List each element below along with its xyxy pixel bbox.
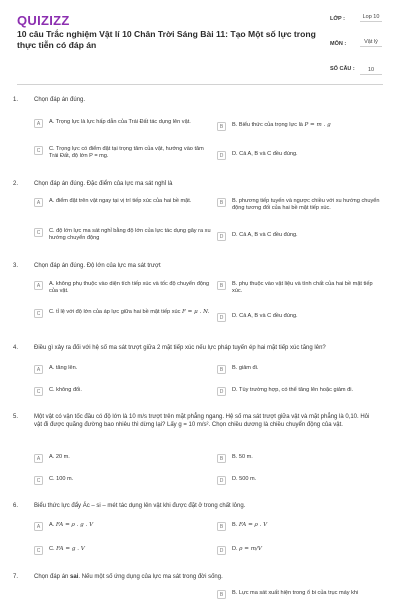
question-number: 1. xyxy=(13,97,19,103)
option-c[interactable] xyxy=(34,146,214,161)
question-text: Một vật có vận tốc đầu có độ lớn là 10 m/s trượt trên mặt phẳng ngang. Hệ số ma sát trượt giữa vật và mặt phẳng là 0,10. Hỏi vật đi được quãng đường bao nhiêu thì dừng lại? Lấy g = 10 m/s². Chọn chiều dương là chiều chuyển động của vật. xyxy=(34,414,370,428)
question-number: 5. xyxy=(13,414,19,420)
question-number: 3. xyxy=(13,263,19,269)
option-text: C. xyxy=(49,546,55,552)
option-letter-d: D xyxy=(217,387,226,396)
option-c[interactable] xyxy=(34,546,214,555)
option-text: A. tăng lên. xyxy=(49,365,78,371)
option-text: A. không phụ thuộc vào diện tích tiếp xúc và tốc độ chuyển động của vật. xyxy=(49,281,210,295)
option-d[interactable] xyxy=(217,313,382,322)
option-text: C. độ lớn lực ma sát nghỉ bằng độ lớn của lực tác dụng gây ra xu hướng chuyển động xyxy=(49,228,211,242)
option-letter-d: D xyxy=(217,232,226,241)
question-text: Điều gì xảy ra đối với hệ số ma sát trượt giữa 2 mặt tiếp xúc nếu lực pháp tuyến ép hai mặt tiếp xúc tăng lên? xyxy=(34,345,326,351)
option-b[interactable] xyxy=(217,365,382,374)
option-a[interactable] xyxy=(34,522,214,531)
question-number: 7. xyxy=(13,574,19,580)
option-a[interactable] xyxy=(34,198,214,207)
option-b[interactable] xyxy=(217,198,387,213)
option-text: B. Lực ma sát xuất hiện trong ổ bi của trục máy khi xyxy=(232,590,359,596)
meta-class-value: Lop 10 xyxy=(360,13,382,22)
option-letter-b: B xyxy=(217,122,226,131)
option-letter-d: D xyxy=(217,546,226,555)
option-b[interactable] xyxy=(217,454,382,463)
option-text: D. Cả A, B và C đều đúng. xyxy=(232,232,298,238)
option-letter-b: B xyxy=(217,281,226,290)
option-text: C. tỉ lệ với độ lớn của áp lực giữa hai bề mặt tiếp xúc xyxy=(49,309,181,315)
option-letter-c: C xyxy=(34,546,43,555)
archimedes-formula: FA = ρ . V xyxy=(238,522,268,528)
meta-count-label: SỐ CÂU : xyxy=(330,66,355,72)
question-number: 2. xyxy=(13,181,19,187)
question-number: 6. xyxy=(13,503,19,509)
option-text: A. 20 m. xyxy=(49,454,70,460)
option-d[interactable] xyxy=(217,387,387,396)
option-text: B. Biểu thức của trọng lực là xyxy=(232,122,303,128)
quizizz-logo: QUIZIZZ xyxy=(17,13,70,28)
option-letter-d: D xyxy=(217,313,226,322)
question-number: 4. xyxy=(13,345,19,351)
option-text: D. Cả A, B và C đều đúng. xyxy=(232,313,298,319)
option-b[interactable] xyxy=(217,522,382,531)
option-letter-d: D xyxy=(217,151,226,160)
question-text: . Nếu một số ứng dụng của lực ma sát trong đời sống. xyxy=(78,574,223,580)
meta-class-label: LỚP : xyxy=(330,16,345,22)
option-text: A. Trọng lực là lực hấp dẫn của Trái Đất tác dụng lên vật. xyxy=(49,119,191,125)
option-d[interactable] xyxy=(217,546,382,555)
archimedes-formula: FA = g . V xyxy=(56,546,85,552)
option-letter-a: A xyxy=(34,522,43,531)
option-letter-a: A xyxy=(34,119,43,128)
worksheet-header xyxy=(0,0,400,82)
option-c[interactable] xyxy=(34,228,214,243)
question-text: Biểu thức lực đẩy Ác – si – mét tác dụng lên vật khi được đặt ở trong chất lỏng. xyxy=(34,503,246,509)
option-letter-a: A xyxy=(34,365,43,374)
option-text: B. 50 m. xyxy=(232,454,253,460)
archimedes-formula: FA = ρ . g . V xyxy=(55,522,94,528)
gravity-formula: P = m . g xyxy=(304,122,331,128)
option-c[interactable] xyxy=(34,309,214,318)
option-letter-a: A xyxy=(34,454,43,463)
option-text: B. xyxy=(232,522,238,528)
option-d[interactable] xyxy=(217,232,382,241)
meta-subject-label: MÔN : xyxy=(330,41,347,47)
option-d[interactable] xyxy=(217,151,382,160)
option-letter-a: A xyxy=(34,281,43,290)
option-c[interactable] xyxy=(34,476,214,485)
option-a[interactable] xyxy=(34,119,214,128)
question-text: Chọn đáp án đúng. xyxy=(34,97,86,103)
option-d[interactable] xyxy=(217,476,382,485)
meta-count-row xyxy=(330,65,390,79)
option-a[interactable] xyxy=(34,454,214,463)
option-letter-b: B xyxy=(217,454,226,463)
friction-formula: F = μ . N. xyxy=(182,309,210,315)
meta-class-row xyxy=(330,13,390,39)
option-text: D. xyxy=(232,546,238,552)
option-a[interactable] xyxy=(34,365,214,374)
option-letter-b: B xyxy=(217,365,226,374)
option-letter-a: A xyxy=(34,198,43,207)
meta-subject-value: Vật lý xyxy=(360,38,382,47)
option-text: D. 500 m. xyxy=(232,476,257,482)
option-a[interactable] xyxy=(34,281,214,296)
option-letter-c: C xyxy=(34,228,43,237)
question-emphasis: sai xyxy=(70,574,79,580)
option-letter-c: C xyxy=(34,387,43,396)
option-text: B. phụ thuộc vào vật liệu và tình chất của hai bề mặt tiếp xúc. xyxy=(232,281,373,295)
option-text: C. không đổi. xyxy=(49,387,82,393)
meta-count-value: 10 xyxy=(360,66,382,75)
option-c[interactable] xyxy=(34,387,214,396)
header-divider xyxy=(17,84,383,85)
question-text: Chọn đáp án đúng. Độ lớn của lực ma sát trượt xyxy=(34,263,161,269)
question-text: Chọn đáp án đúng. Đặc điểm của lực ma sát nghỉ là xyxy=(34,181,173,187)
option-text: C. Trọng lực có điểm đặt tại trọng tâm của vật, hướng vào tâm Trái Đất, độ lớn P = mg. xyxy=(49,146,204,160)
option-text: D. Cả A, B và C đều đúng. xyxy=(232,151,298,157)
option-letter-b: B xyxy=(217,590,226,599)
option-text: A. điểm đặt trên vật ngay tại vị trí tiếp xúc của hai bề mặt. xyxy=(49,198,192,204)
meta-subject-row xyxy=(330,39,390,65)
option-b[interactable] xyxy=(217,281,382,296)
option-text: B. phương tiếp tuyến và ngược chiều với xu hướng chuyển động tương đối của hai bề mặt tiếp xúc. xyxy=(232,198,380,212)
option-letter-c: C xyxy=(34,309,43,318)
option-letter-b: B xyxy=(217,522,226,531)
option-text: C. 100 m. xyxy=(49,476,74,482)
question-text: Chọn đáp án xyxy=(34,574,69,580)
option-letter-d: D xyxy=(217,476,226,485)
option-b[interactable] xyxy=(217,122,382,131)
option-letter-c: C xyxy=(34,146,43,155)
option-text: D. Tùy trường hợp, có thể tăng lên hoặc giảm đi. xyxy=(232,387,354,393)
option-text: A. xyxy=(49,522,55,528)
option-letter-c: C xyxy=(34,476,43,485)
option-letter-b: B xyxy=(217,198,226,207)
option-text: B. giảm đi. xyxy=(232,365,259,371)
meta-panel xyxy=(330,13,390,79)
option-b[interactable] xyxy=(217,590,387,599)
density-formula: ρ = m/V xyxy=(239,546,262,552)
page-title: 10 câu Trắc nghiệm Vật lí 10 Chân Trời Sáng Bài 11: Tạo Một số lực trong thực tiễn có đáp án xyxy=(17,29,316,50)
